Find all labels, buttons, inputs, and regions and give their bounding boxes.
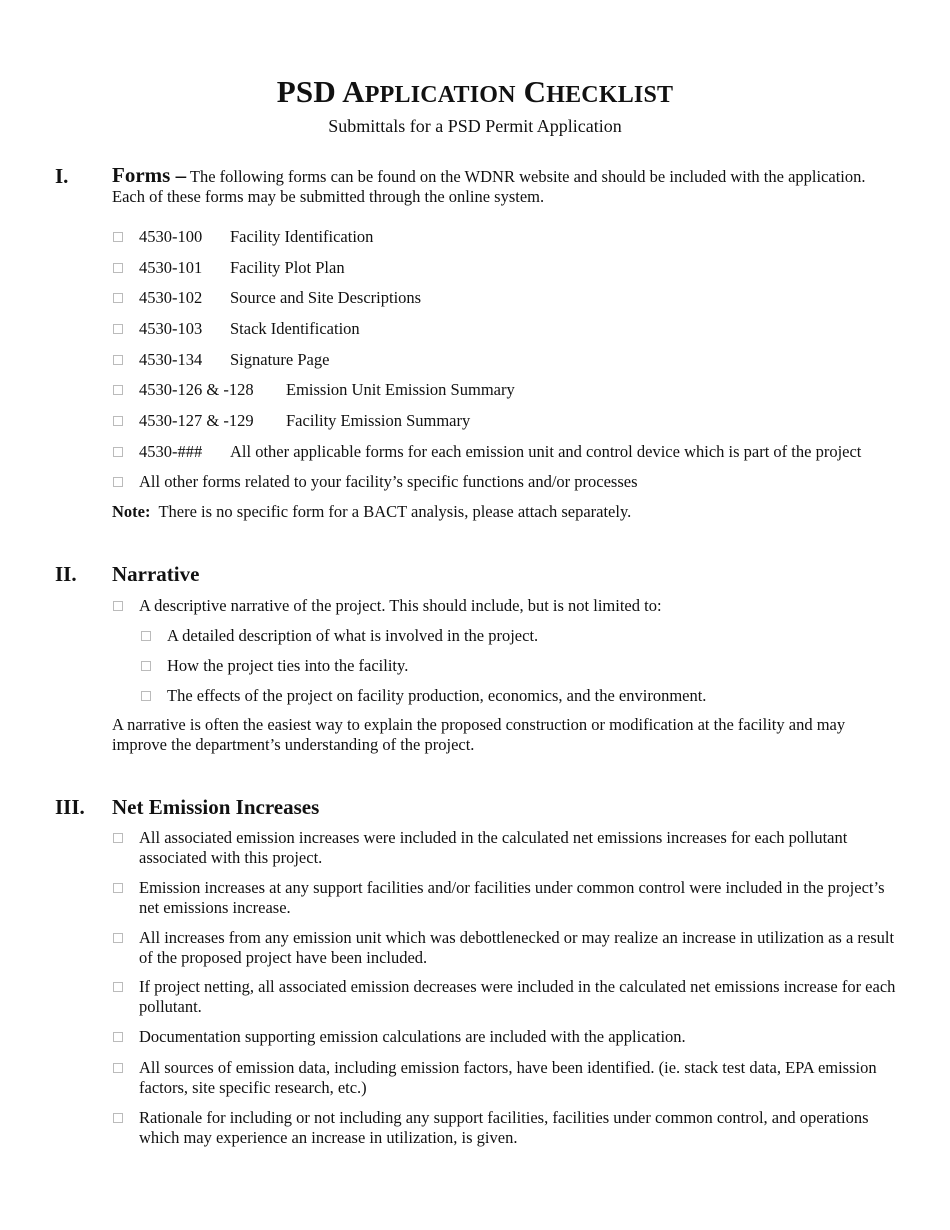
section-1-number: I.: [55, 164, 69, 188]
checkbox[interactable]: [113, 477, 123, 487]
checkbox[interactable]: [113, 232, 123, 242]
checkbox[interactable]: [141, 631, 151, 641]
checkbox[interactable]: [113, 601, 123, 611]
list-item: All increases from any emission unit which was debottlenecked or may realize an increase in utilization as a result of the proposed project have been included.: [112, 928, 902, 968]
checkbox[interactable]: [113, 293, 123, 303]
page-title: PSD APPLICATION CHECKLIST: [276, 74, 674, 109]
checkbox[interactable]: [113, 447, 123, 457]
checkbox[interactable]: [113, 385, 123, 395]
checkbox[interactable]: [113, 933, 123, 943]
section-2-heading: Narrative: [112, 562, 200, 586]
checkbox[interactable]: [113, 982, 123, 992]
list-item: All sources of emission data, including emission factors, have been identified. (ie. stack test data, EPA emission factors, site specific research, etc.): [112, 1058, 902, 1098]
checkbox[interactable]: [113, 1063, 123, 1073]
list-item: Documentation supporting emission calculations are included with the application.: [112, 1027, 902, 1047]
checkbox[interactable]: [113, 355, 123, 365]
checkbox[interactable]: [113, 416, 123, 426]
narrative-paragraph: A narrative is often the easiest way to explain the proposed construction or modification at the facility and may improve the department’s understanding of the project.: [112, 715, 846, 754]
checkbox[interactable]: [141, 691, 151, 701]
checkbox[interactable]: [113, 1032, 123, 1042]
checkbox[interactable]: [113, 883, 123, 893]
list-item: Rationale for including or not including any support facilities, facilities under common control, and operations which may experience an increase in utilization, is given.: [112, 1108, 902, 1148]
section-3-heading: Net Emission Increases: [112, 795, 320, 819]
section-2-number: II.: [55, 562, 77, 586]
section-1-intro: Forms – The following forms can be found on the WDNR website and should be included with the application. Each of these forms may be submitted through the online system.: [112, 163, 866, 206]
list-item: If project netting, all associated emission decreases were included in the calculated net emissions increase for each pollutant.: [112, 977, 902, 1017]
note: Note: There is no specific form for a BACT analysis, please attach separately.: [112, 502, 632, 521]
checkbox[interactable]: [113, 1113, 123, 1123]
list-item: Emission increases at any support facilities and/or facilities under common control were included in the project’s net emissions increase.: [112, 878, 902, 918]
section-3-number: III.: [55, 795, 85, 819]
checkbox[interactable]: [141, 661, 151, 671]
page-subtitle: Submittals for a PSD Permit Application: [328, 116, 622, 136]
list-item: All associated emission increases were included in the calculated net emissions increases for each pollutant associated with this project.: [112, 828, 902, 868]
checkbox[interactable]: [113, 324, 123, 334]
section-1-heading: Forms –: [112, 163, 187, 187]
checkbox[interactable]: [113, 833, 123, 843]
checkbox[interactable]: [113, 263, 123, 273]
